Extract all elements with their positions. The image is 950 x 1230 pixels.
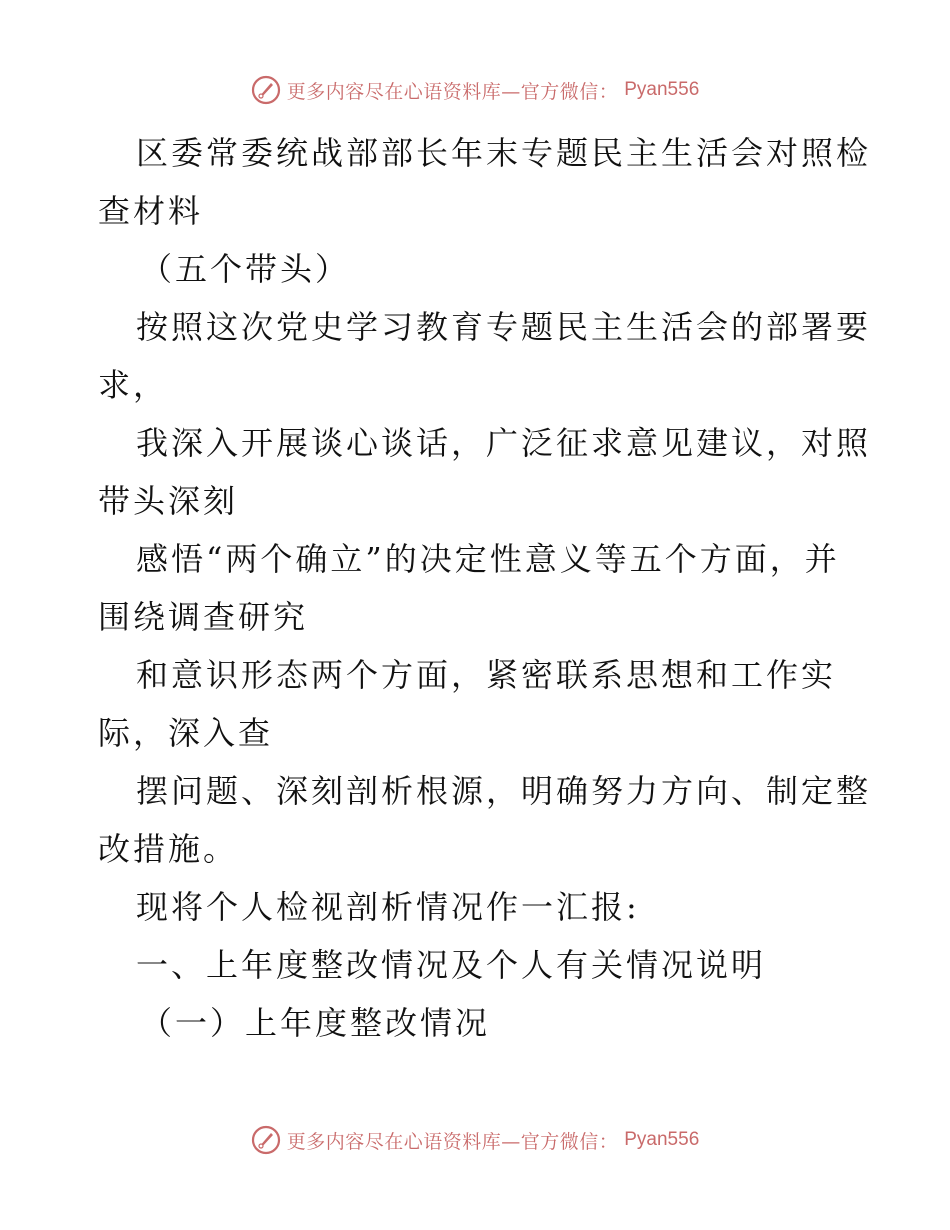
- feather-pen-logo-icon: [251, 75, 281, 105]
- doc-line: 际，深入查: [98, 714, 274, 752]
- subsection-heading: （一）上年度整改情况: [140, 1004, 491, 1042]
- doc-line: 围绕调查研究: [98, 598, 309, 636]
- watermark-footer: [0, 1120, 950, 1160]
- doc-line: 我深入开展谈心谈话，广泛征求意见建议，对照: [136, 424, 872, 462]
- doc-line: 和意识形态两个方面，紧密联系思想和工作实: [136, 656, 837, 694]
- document-body: [98, 124, 872, 1052]
- doc-line: 求，: [98, 366, 169, 404]
- doc-line: 改措施。: [98, 830, 239, 868]
- watermark-wechat: Pyan556: [624, 79, 700, 100]
- watermark-text: 更多内容尽在心语资料库—官方微信：: [286, 80, 619, 103]
- doc-line: 摆问题、深刻剖析根源，明确努力方向、制定整: [136, 772, 872, 810]
- watermark-text: 更多内容尽在心语资料库—官方微信：: [286, 1130, 619, 1153]
- doc-line: 按照这次党史学习教育专题民主生活会的部署要: [136, 308, 872, 346]
- doc-line-title-2: 查材料: [98, 192, 204, 230]
- doc-line-subtitle: （五个带头）: [140, 250, 351, 288]
- doc-line-title-1: 区委常委统战部部长年末专题民主生活会对照检: [136, 134, 872, 172]
- doc-line: 感悟“两个确立”的决定性意义等五个方面，并: [136, 540, 840, 578]
- watermark-header: [0, 70, 950, 110]
- watermark-wechat: Pyan556: [624, 1129, 700, 1150]
- doc-line: 现将个人检视剖析情况作一汇报:: [136, 888, 640, 926]
- section-heading: 一、上年度整改情况及个人有关情况说明: [136, 946, 767, 984]
- feather-pen-logo-icon: [251, 1125, 281, 1155]
- doc-line: 带头深刻: [98, 482, 239, 520]
